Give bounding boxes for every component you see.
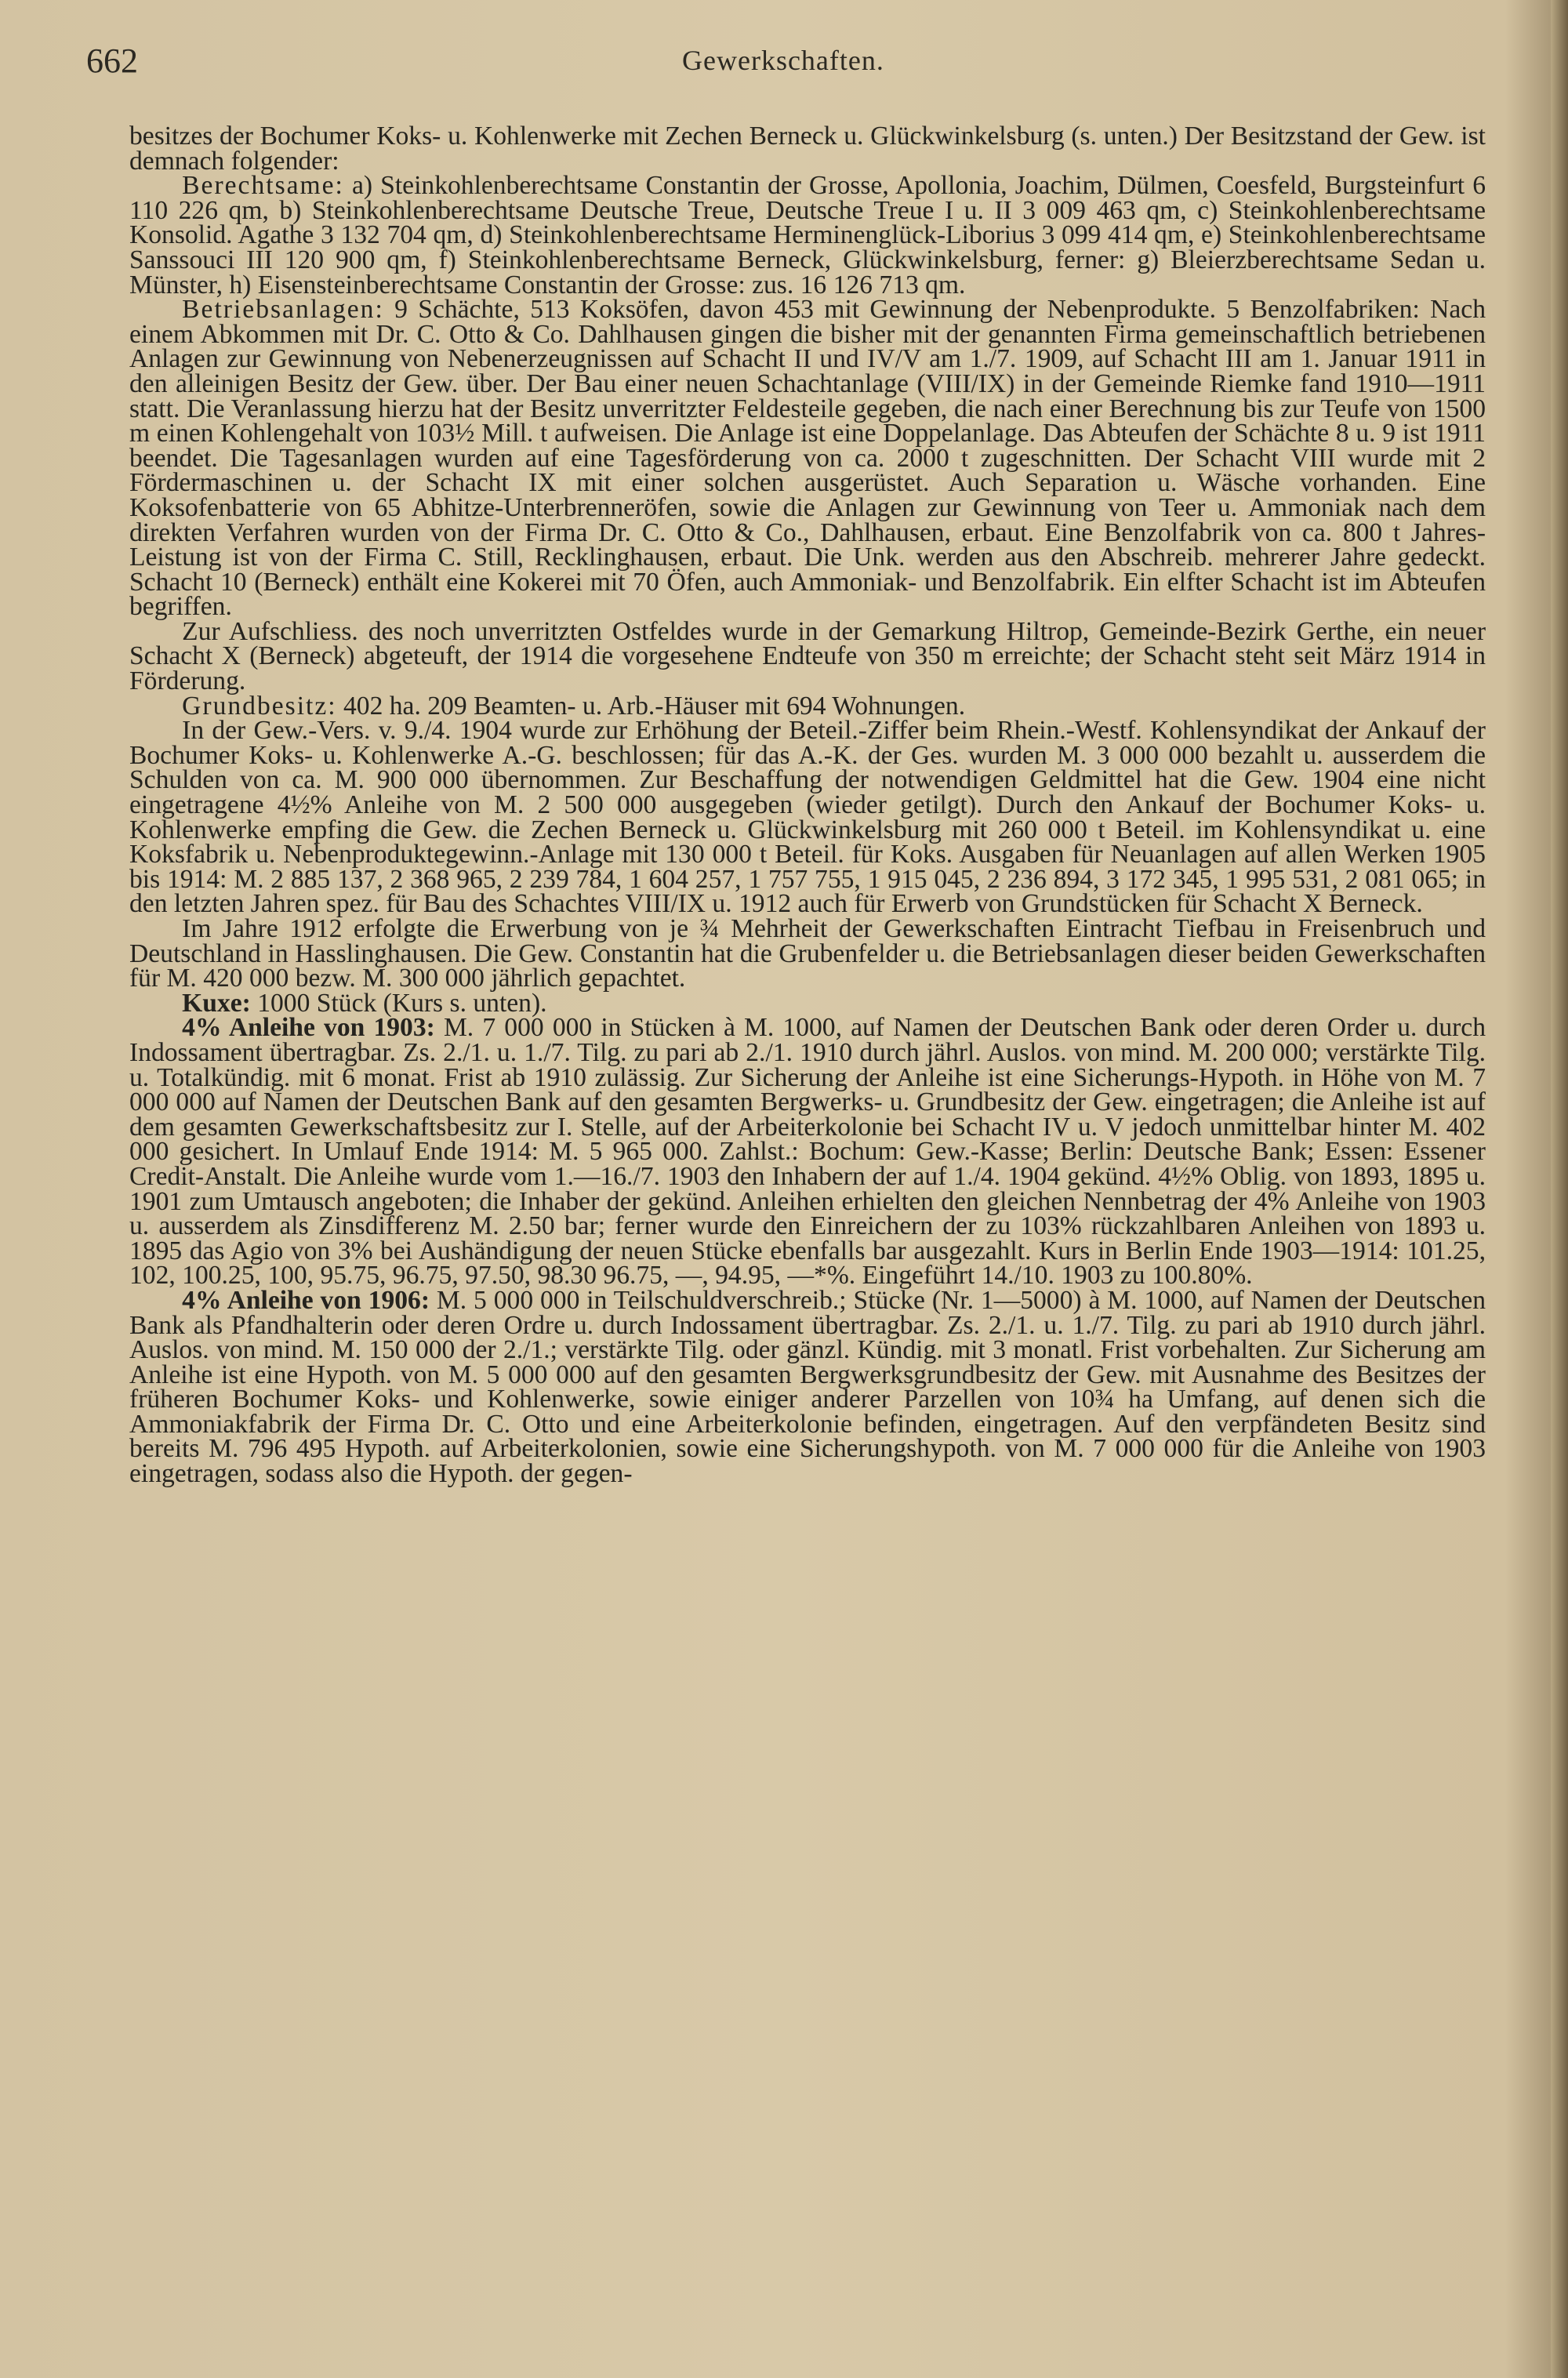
paragraph-erwerbung: Im Jahre 1912 erfolgte die Erwerbung von je ¾ Mehrheit der Gewerkschaften Eintracht Tiefbau in Freisenbruch und Deutschland in Hasslinghausen. Die Gew. Constantin hat die Grubenfelder u. die Betriebsanlagen dieser beiden Gewerkschaften für M. 420 000 bezw. M. 300 000 jährlich gepachtet. [129, 914, 1486, 993]
running-head: Gewerkschaften. [682, 45, 884, 76]
paragraph-ostfeld: Zur Aufschliess. des noch unverritzten Ostfeldes wurde in der Gemarkung Hiltrop, Gemeinde-Bezirk Gerthe, ein neuer Schacht X (Berneck) abgeteuft, der 1914 die vorgesehene Endteufe von 350 m erreichte; der Schacht steht seit März 1914 in Förderung. [129, 616, 1486, 696]
page-header [86, 41, 1497, 88]
page-number: 662 [86, 42, 138, 80]
body-text [129, 124, 1486, 1487]
paragraph-grundbesitz: Grundbesitz: 402 ha. 209 Beamten- u. Arb.-Häuser mit 694 Wohnungen. [182, 691, 966, 721]
paragraph-besitzstand: besitzes der Bochumer Koks- u. Kohlenwerke mit Zechen Berneck u. Glückwinkelsburg (s. unten.) Der Besitzstand der Gew. ist demnach folgender: [129, 122, 1486, 176]
label-berechtsame: Berechtsame: [182, 171, 344, 201]
label-betriebsanlagen: Betriebsanlagen: [182, 295, 384, 325]
paragraph-betriebsanlagen: Betriebsanlagen: 9 Schächte, 513 Koksöfen, davon 453 mit Gewinnung der Nebenprodukte. 5 Benzolfabriken: Nach einem Abkommen mit Dr. C. Otto & Co. Dahlhausen gingen die bisher mit der genannten Firma gemeinschaftlich betriebenen Anlagen zur Gewinnung von Nebenerzeugnissen auf Schacht II und IV/V am 1./7. 1909, auf Schacht III am 1. Januar 1911 in den alleinigen Besitz der Gew. über. Der Bau einer neuen Schachtanlage (VIII/IX) in der Gemeinde Riemke fand 1910—1911 statt. Die Veranlassung hierzu hat der Besitz unverritzter Feldesteile gegeben, die nach einer Berechnung bis zur Teufe von 1500 m einen Kohlengehalt von 103½ Mill. t aufweisen. Die Anlage ist eine Doppelanlage. Das Abteufen der Schächte 8 u. 9 ist 1911 beendet. Die Tagesanlagen wurden auf eine Tagesförderung von ca. 2000 t zugeschnitten. Der Schacht VIII wurde mit 2 Fördermaschinen u. der Schacht IX mit einer solchen ausgerüstet. Auch Separation u. Wäsche vorhanden. Eine Koksofenbatterie von 65 Abhitze-Unterbrenneröfen, sowie die Anlagen zur Gewinnung von Teer u. Ammoniak nach dem direkten Verfahren wurden von der Firma Dr. C. Otto & Co., Dahlhausen, erbaut. Eine Benzolfabrik von ca. 800 t Jahres-Leistung ist von der Firma C. Still, Recklinghausen, erbaut. Die Unk. werden aus den Abschreib. mehrerer Jahre gedeckt. Schacht 10 (Berneck) enthält eine Kokerei mit 70 Öfen, auch Ammoniak- und Benzolfabrik. Ein elfter Schacht ist im Abteufen begriffen. [129, 295, 1486, 622]
paragraph-anleihe-1903: 4% Anleihe von 1903: M. 7 000 000 in Stücken à M. 1000, auf Namen der Deutschen Bank oder deren Order u. durch Indossament übertragbar. Zs. 2./1. u. 1./7. Tilg. zu pari ab 2./1. 1910 durch jährl. Auslos. von mind. M. 200 000; verstärkte Tilg. u. Totalkündig. mit 6 monat. Frist ab 1910 zulässig. Zur Sicherung der Anleihe ist eine Sicherungs-Hypoth. in Höhe von M. 7 000 000 auf Namen der Deutschen Bank auf den gesamten Bergwerks- u. Grundbesitz der Gew. eingetragen; die Anleihe ist auf dem gesamten Gewerkschaftsbesitz zur I. Stelle, auf der Arbeiterkolonie bei Schacht IV u. V jedoch unmittelbar hinter M. 402 000 gesichert. In Umlauf Ende 1914: M. 5 965 000. Zahlst.: Bochum: Gew.-Kasse; Berlin: Deutsche Bank; Essen: Essener Credit-Anstalt. Die Anleihe wurde vom 1.—16./7. 1903 den Inhabern der auf 1./4. 1904 gekünd. 4½% Oblig. von 1893, 1895 u. 1901 zum Umtausch angeboten; die Inhaber der gekünd. Anleihen erhielten den gleichen Nennbetrag der 4% Anleihe von 1903 u. ausserdem als Zinsdifferenz M. 2.50 bar; ferner wurde den Einreichern der zu 103% rückzahlbaren Anleihen von 1893 u. 1895 das Agio von 3% bei Aushändigung der neuen Stücke ebenfalls bar ausgezahlt. Kurs in Berlin Ende 1903—1914: 101.25, 102, 100.25, 100, 95.75, 96.75, 97.50, 98.30 96.75, —, 94.95, —*%. Eingeführt 14./10. 1903 zu 100.80%. [129, 1013, 1486, 1291]
page-edge-shadow [1551, 0, 1568, 2378]
paragraph-anleihe-1906: 4% Anleihe von 1906: M. 5 000 000 in Teilschuldverschreib.; Stücke (Nr. 1—5000) à M. 1000, auf Namen der Deutschen Bank als Pfandhalterin oder deren Ordre u. durch Indossament übertragbar. Zs. 2./1. u. 1./7. Tilg. zu pari ab 1910 durch jährl. Auslos. von mind. M. 150 000 der 2./1.; verstärkte Tilg. oder gänzl. Kündig. mit 3 monatl. Frist vorbehalten. Zur Sicherung am Anleihe ist eine Hypoth. von M. 5 000 000 auf den gesamten Bergwerksgrundbesitz der Gew. mit Ausnahme des Besitzes der früheren Bochumer Koks- und Kohlenwerke, sowie einiger anderer Parzellen von 10¾ ha Umfang, auf denen sich die Ammoniakfabrik der Firma Dr. C. Otto und eine Arbeiterkolonie befinden, eingetragen. Auf den verpfändeten Besitz sind bereits M. 796 495 Hypoth. auf Arbeiterkolonien, sowie eine Sicherungshypoth. von M. 7 000 000 für die Anleihe von 1903 eingetragen, sodass also die Hypoth. der gegen- [129, 1285, 1486, 1489]
paragraph-berechtsame: Berechtsame: a) Steinkohlenberechtsame Constantin der Grosse, Apollonia, Joachim, Dülmen, Coesfeld, Burgsteinfurt 6 110 226 qm, b) Steinkohlenberechtsame Deutsche Treue, Deutsche Treue I u. II 3 009 463 qm, c) Steinkohlenberechtsame Konsolid. Agathe 3 132 704 qm, d) Steinkohlenberechtsame Herminenglück-Liborius 3 099 414 qm, e) Steinkohlenberechtsame Sanssouci III 120 900 qm, f) Steinkohlenberechtsame Berneck, Glückwinkelsburg, ferner: g) Bleierzberechtsame Sedan u. Münster, h) Eisensteinberechtsame Constantin der Grosse: zus. 16 126 713 qm. [129, 171, 1486, 300]
label-grundbesitz: Grundbesitz: [182, 691, 337, 721]
paragraph-kuxe: Kuxe: 1000 Stück (Kurs s. unten). [182, 988, 547, 1018]
label-anleihe-1903: 4% Anleihe von 1903: [182, 1013, 435, 1043]
paragraph-gew-vers: In der Gew.-Vers. v. 9./4. 1904 wurde zur Erhöhung der Beteil.-Ziffer beim Rhein.-Westf. Kohlensyndikat der Ankauf der Bochumer Koks- u. Kohlenwerke A.-G. beschlossen; für das A.-K. der Ges. wurden M. 3 000 000 bezahlt u. ausserdem die Schulden von ca. M. 900 000 übernommen. Zur Beschaffung der notwendigen Geldmittel hat die Gew. 1904 eine nicht eingetragene 4½% Anleihe von M. 2 500 000 ausgegeben (wieder getilgt). Durch den Ankauf der Bochumer Koks- u. Kohlenwerke empfing die Gew. die Zechen Berneck u. Glückwinkelsburg mit 260 000 t Beteil. im Kohlensyndikat u. eine Koksfabrik u. Nebenproduktegewinn.-Anlage mit 130 000 t Beteil. für Koks. Ausgaben für Neuanlagen auf allen Werken 1905 bis 1914: M. 2 885 137, 2 368 965, 2 239 784, 1 604 257, 1 757 755, 1 915 045, 2 236 894, 3 172 345, 1 995 531, 2 081 065; in den letzten Jahren spez. für Bau des Schachtes VIII/IX u. 1912 auch für Erwerb von Grundstücken für Schacht X Berneck. [129, 716, 1486, 919]
label-anleihe-1906: 4% Anleihe von 1906: [182, 1285, 430, 1315]
label-kuxe: Kuxe: [182, 988, 251, 1018]
